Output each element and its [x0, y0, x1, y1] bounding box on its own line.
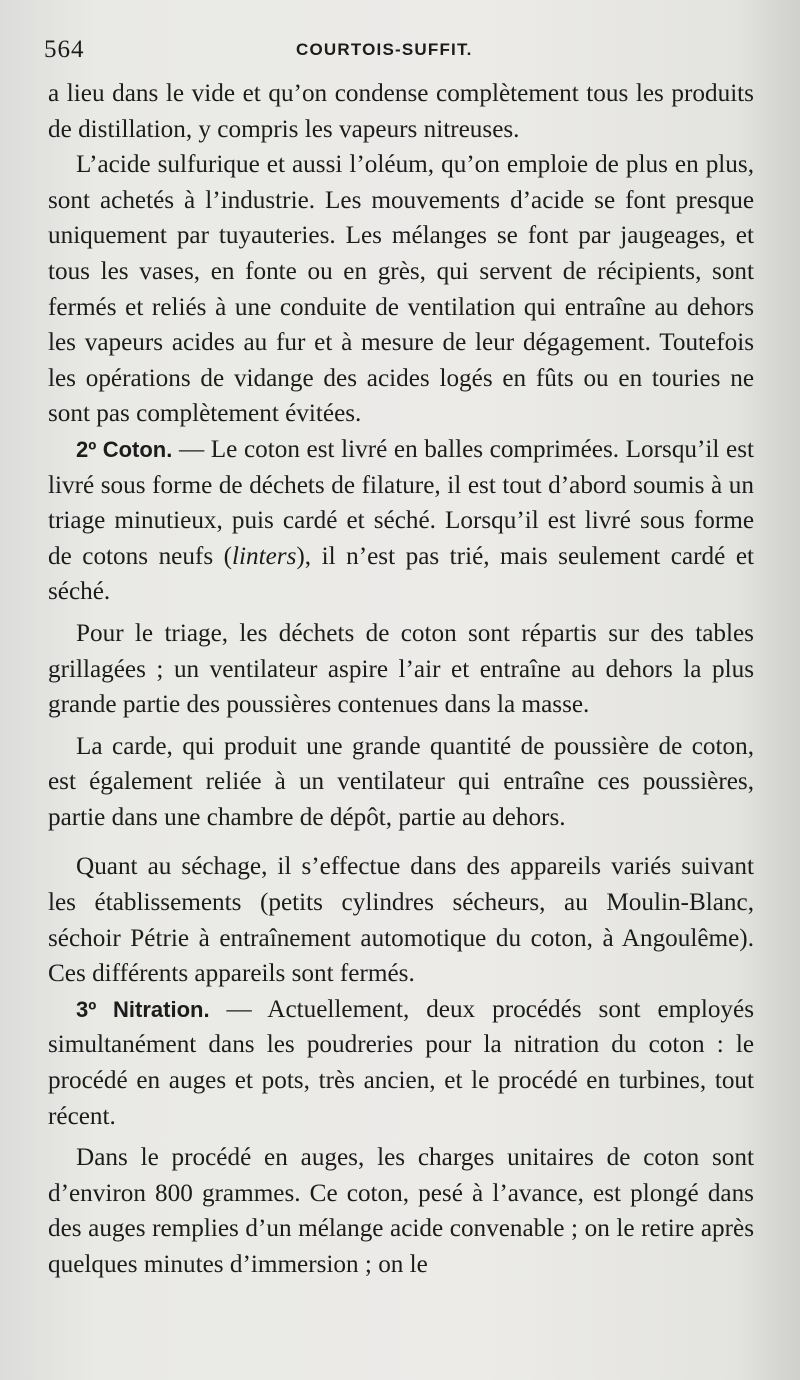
running-head: COURTOIS-SUFFIT. — [296, 40, 473, 59]
paragraph-nitration — [48, 992, 754, 1134]
page-number: 564 — [44, 36, 85, 63]
section-title-nitration: 3º Nitration. — [76, 996, 210, 1022]
paragraph-coton — [48, 432, 754, 610]
paragraph-triage: Pour le triage, les déchets de coton sont répartis sur des tables grillagées ; un ventilateur aspire l’air et entraîne au dehors la plus grande partie des poussières contenues dans la masse. — [48, 619, 754, 719]
paragraph-auges: Dans le procédé en auges, les charges unitaires de coton sont d’environ 800 grammes. Ce coton, pesé à l’avance, est plongé dans des auges remplies d’un mélange acide convenable ; on le retire après quelques minutes d’immersion ; on le — [48, 1144, 754, 1278]
page-header — [44, 36, 760, 72]
paragraph-acid-handling: L’acide sulfurique et aussi l’oléum, qu’on emploie de plus en plus, sont achetés à l’industrie. Les mouvements d’acide se font presque uniquement par tuyauteries. Les mélanges se font par jaugeages, et tous les vases, en fonte ou en grès, qui servent de récipients, sont fermés et reliés à une conduite de ventilation qui entraîne au dehors les vapeurs acides au fur et à mesure de leur dégagement. Toutefois les opérations de vidange des acides logés en fûts ou en touries ne sont pas complètement évitées. — [48, 151, 754, 428]
section-title-coton: 2º Coton. — [76, 436, 173, 462]
paragraph-carde: La carde, qui produit une grande quantité de poussière de coton, est également reliée à un ventilateur qui entraîne ces poussières, partie dans une chambre de dépôt, partie au dehors. — [48, 732, 754, 831]
paragraph-nitration-text: — Actuellement, deux procédés sont employés simultanément dans les poudreries pour la nitration du coton : le procédé en auges et pots, très ancien, et le procédé en turbines, tout récent. — [48, 995, 755, 1130]
spacer — [48, 835, 754, 849]
body-text — [48, 76, 754, 1283]
paragraph-coton-italic: linters — [232, 542, 297, 570]
paragraph-continuation: a lieu dans le vide et qu’on condense complètement tous les produits de distillation, y compris les vapeurs nitreuses. — [48, 80, 754, 143]
paragraph-sechage: Quant au séchage, il s’effectue dans des appareils variés suivant les établissements (petits cylindres sécheurs, au Moulin-Blanc, séchoir Pétrie à entraînement automotique du coton, à Angoulême). Ces différents appareils sont fermés. — [48, 853, 754, 988]
paragraph-coton-text-b: ), il n’est pas trié, mais seulement cardé et séché. — [48, 542, 754, 606]
paragraph-coton-text-a: — Le coton est livré en balles comprimées. Lorsqu’il est livré sous forme de déchets de filature, il est tout d’abord soumis à un triage minutieux, puis cardé et séché. Lorsqu’il est livré sous forme de cotons neufs ( — [48, 435, 755, 570]
